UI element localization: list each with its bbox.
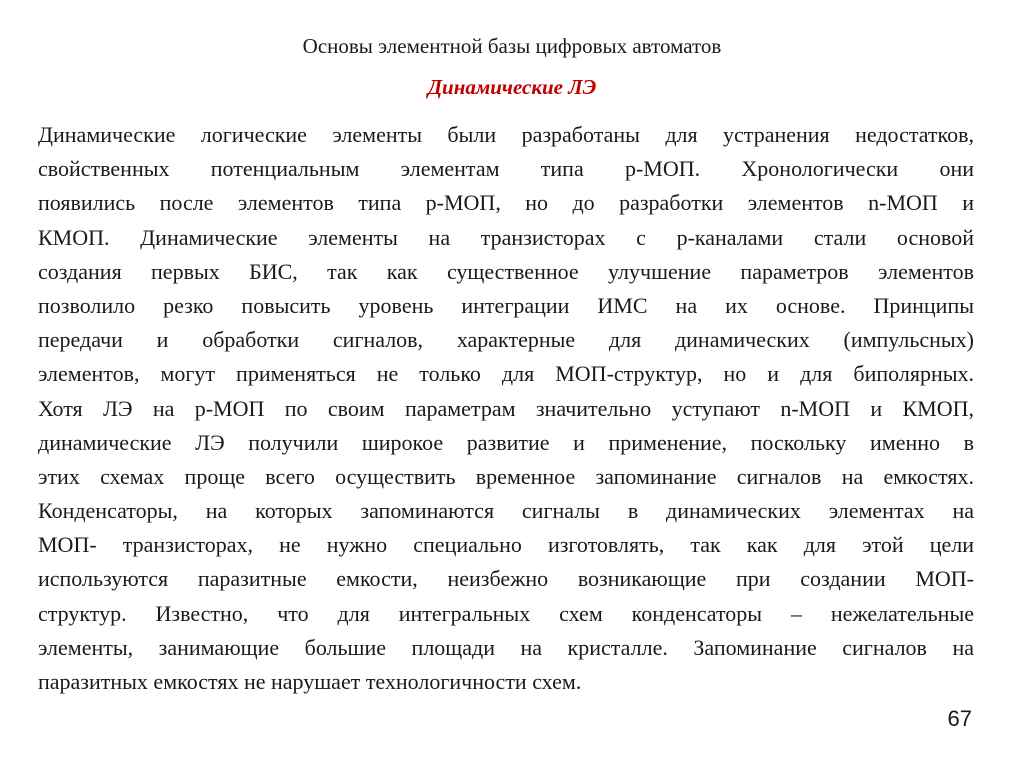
body-line: позволило резко повысить уровень интеграции ИМС на их основе. Принципы [38, 292, 974, 318]
body-line: Динамические логические элементы были разработаны для устранения недостатков, [38, 122, 974, 147]
body-line: свойственных потенциальным элементам типа р-МОП. Хронологически они [38, 156, 974, 182]
body-line: элементов, могут применяться не только для МОП-структур, но и для биполярных. [38, 361, 974, 387]
body-line: МОП- транзисторах, не нужно специально изготовлять, так как для этой цели [38, 532, 974, 558]
slide-subtitle: Динамические ЛЭ [427, 75, 597, 99]
body-paragraph [38, 118, 974, 699]
body-line: появились после элементов типа р-МОП, но до разработки элементов n-МОП и [38, 190, 974, 216]
body-line: паразитных емкостях не нарушает технологичности схем. [38, 669, 582, 694]
body-line: передачи и обработки сигналов, характерные для динамических (импульсных) [38, 327, 974, 353]
body-line: КМОП. Динамические элементы на транзисторах с р-каналами стали основой [38, 224, 974, 250]
page-number: 67 [947, 706, 972, 731]
body-line: Хотя ЛЭ на р-МОП по своим параметрам значительно уступают n-МОП и КМОП, [38, 395, 974, 421]
slide-title: Основы элементной базы цифровых автоматов [302, 34, 722, 58]
body-line: динамические ЛЭ получили широкое развитие и применение, поскольку именно в [38, 429, 974, 455]
body-line: Конденсаторы, на которых запоминаются сигналы в динамических элементах на [38, 498, 974, 524]
body-line: создания первых БИС, так как существенное улучшение параметров элементов [38, 258, 974, 284]
body-line: используются паразитные емкости, неизбежно возникающие при создании МОП- [38, 566, 974, 592]
body-line: структур. Известно, что для интегральных схем конденсаторы – нежелательные [38, 600, 974, 626]
body-line: элементы, занимающие большие площади на кристалле. Запоминание сигналов на [38, 634, 974, 660]
body-line: этих схемах проще всего осуществить временное запоминание сигналов на емкостях. [38, 463, 974, 489]
